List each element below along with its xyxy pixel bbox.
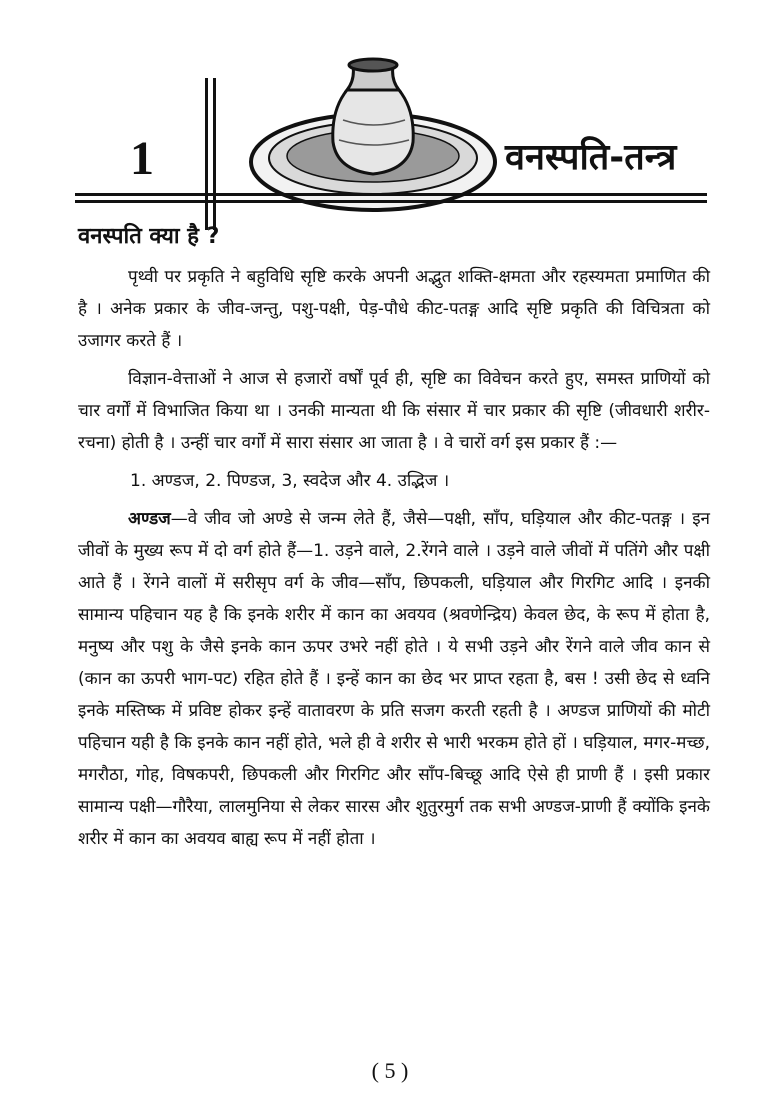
section-heading: वनस्पति क्या है ? (78, 224, 220, 249)
paragraph-classification: विज्ञान-वेत्ताओं ने आज से हजारों वर्षों पूर्व ही, सृष्टि का विवेचन करते हुए, समस्त प्राणियों को चार वर्गों में विभाजित किया था । उनकी मान्यता थी कि संसार में चार प्रकार की सृष्टि (जीवधारी शरीर-रचना) होती है । उन्हीं चार वर्गों में सारा संसार आ जाता है । वे चारों वर्ग इस प्रकार हैं :— (78, 368, 710, 453)
header-rule-bottom (75, 200, 707, 203)
chapter-title: वनस्पति-तन्त्र (505, 137, 677, 178)
term-andaj: अण्डज (128, 508, 171, 529)
andaj-description: —वे जीव जो अण्डे से जन्म लेते हैं, जैसे—पक्षी, साँप, घड़ियाल और कीट-पतङ्ग । इन जीवों के मुख्य रूप में दो वर्ग होते हैं—1. उड़ने वाले, 2.रेंगने वाले । उड़ने वाले जीवों में पतिंगे और पक्षी आते हैं । रेंगने वालों में सरीसृप वर्ग के जीव—साँप, छिपकली, घड़ियाल और गिरगिट आदि । इनकी सामान्य पहिचान यह है कि इनके शरीर में कान का अवयव (श्रवणेन्द्रिय) केवल छेद, के रूप में होता है, मनुष्य और पशु के जैसे इनके कान ऊपर उभरे नहीं होते । ये सभी उड़ने और रेंगने वाले जीव कान से (कान का ऊपरी भाग-पट) रहित होते हैं । इन्हें कान का छेद भर प्राप्त रहता है, बस ! उसी छेद से ध्वनि इनके मस्तिष्क में प्रविष्ट होकर इन्हें वातावरण के प्रति सजग करती रहती है । अण्डज प्राणियों की मोटी पहिचान यही है कि इनके कान नहीं होते, भले ही वे शरीर से भारी भरकम होते हों । घड़ियाल, मगर-मच्छ, मगरौठा, गोह, विषकपरी, छिपकली और गिरगिट और साँप-बिच्छू आदि ऐसे ही प्राणी हैं । इसी प्रकार सामान्य पक्षी—गौरैया, लालमुनिया से लेकर सारस और शुतुरमुर्ग तक सभी अण्डज-प्राणी हैं क्योंकि इनके शरीर में कान का अवयव बाह्य रूप में नहीं होता । (78, 508, 710, 849)
chapter-number: 1 (130, 132, 154, 185)
header-divider-left (205, 78, 208, 230)
classification-list: 1. अण्डज, 2. पिण्डज, 3, स्वदेज और 4. उद्भिज । (130, 470, 450, 491)
paragraph-intro: पृथ्वी पर प्रकृति ने बहुविधि सृष्टि करके अपनी अद्भुत शक्ति-क्षमता और रहस्यमता प्रमाणित की है । अनेक प्रकार के जीव-जन्तु, पशु-पक्षी, पेड़-पौधे कीट-पतङ्ग आदि सृष्टि प्रकृति की विचित्रता को उजागर करते हैं । (78, 266, 710, 351)
chapter-header (75, 40, 707, 210)
paragraph-andaj (78, 503, 710, 855)
page-number: ( 5 ) (371, 1058, 409, 1083)
chapter-body (78, 222, 710, 861)
header-rule-top (75, 193, 707, 196)
header-divider-right (213, 78, 216, 230)
